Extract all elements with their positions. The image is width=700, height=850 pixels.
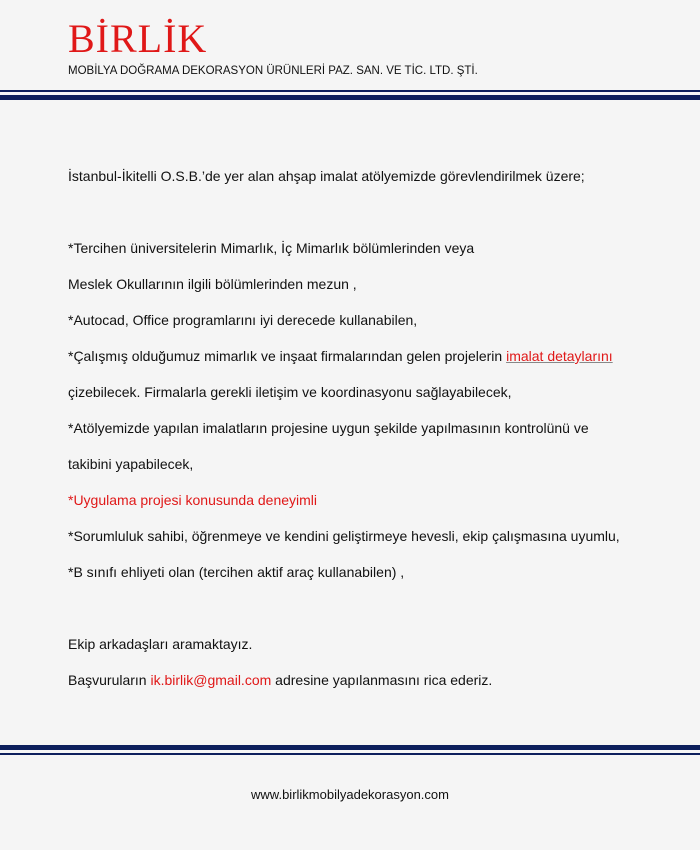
- footer-divider-thin-line: [0, 753, 700, 755]
- requirement-personality: *Sorumluluk sahibi, öğrenmeye ve kendini geliştirmeye hevesli, ekip çalışmasına uyumlu,: [68, 528, 620, 544]
- footer-divider: [0, 745, 700, 756]
- requirement-education-line2: Meslek Okullarının ilgili bölümlerinden mezun ,: [68, 276, 357, 292]
- requirement-education-line1: *Tercihen üniversitelerin Mimarlık, İç Mimarlık bölümlerinden veya: [68, 240, 475, 256]
- company-logo: BİRLİK: [68, 16, 208, 61]
- footer-divider-thick-line: [0, 745, 700, 750]
- intro-paragraph: İstanbul-İkitelli O.S.B.’de yer alan ahşap imalat atölyemizde görevlendirilmek üzere;: [68, 168, 585, 184]
- footer-website-link[interactable]: www.birlikmobilyadekorasyon.com: [251, 787, 449, 802]
- highlight-imalat-detaylari: imalat detaylarını: [506, 348, 613, 364]
- application-sentence: [68, 671, 492, 689]
- requirement-control-line1: *Atölyemizde yapılan imalatların projesine uygun şekilde yapılmasının kontrolünü ve: [68, 420, 589, 436]
- header-divider-thin-line: [0, 90, 700, 92]
- application-email-link[interactable]: ik.birlik@gmail.com: [150, 672, 272, 688]
- application-prefix: Başvuruların: [68, 672, 151, 688]
- company-subtitle: MOBİLYA DOĞRAMA DEKORASYON ÜRÜNLERİ PAZ. SAN. VE TİC. LTD. ŞTİ.: [68, 65, 478, 77]
- header-divider: [0, 90, 700, 101]
- requirement-software: *Autocad, Office programlarını iyi derecede kullanabilen,: [68, 312, 418, 328]
- requirement-control-line2: takibini yapabilecek,: [68, 456, 194, 472]
- requirement-license: *B sınıfı ehliyeti olan (tercihen aktif araç kullanabilen) ,: [68, 564, 405, 580]
- application-suffix: adresine yapılanmasını rica ederiz.: [271, 672, 493, 688]
- requirement-detailing-line2: çizebilecek. Firmalarla gerekli iletişim ve koordinasyonu sağlayabilecek,: [68, 384, 512, 400]
- closing-sentence: Ekip arkadaşları aramaktayız.: [68, 636, 253, 652]
- requirement-detailing-line1: [68, 347, 613, 365]
- requirement-detailing-text: *Çalışmış olduğumuz mimarlık ve inşaat firmalarından gelen projelerin: [68, 348, 507, 364]
- header: [0, 0, 700, 90]
- requirement-experience: *Uygulama projesi konusunda deneyimli: [68, 492, 318, 508]
- header-divider-thick-line: [0, 95, 700, 100]
